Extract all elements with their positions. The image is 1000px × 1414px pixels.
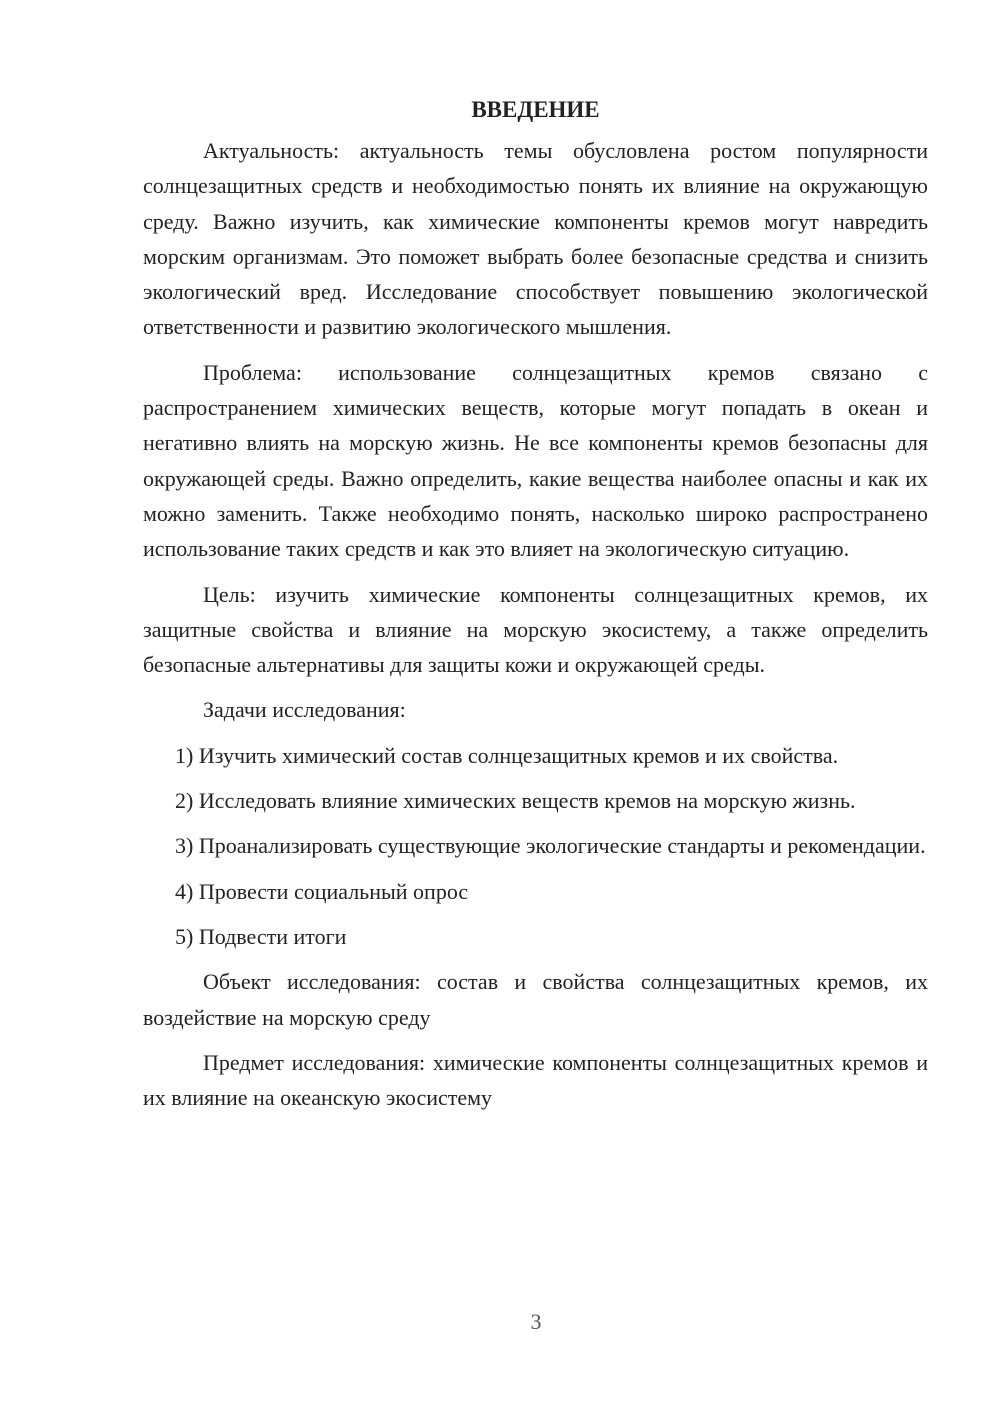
task-item: 5) Подвести итоги bbox=[175, 923, 347, 949]
problem-paragraph: Проблема: использование солнцезащитных кремов связано с распространением химических веществ, которые могут попадать в океан и негативно влиять на морскую жизнь. Не все компоненты кремов безопасны для окружающей среды. Важно определить, какие вещества наиболее опасны и как их можно заменить. Также необходимо понять, насколько широко распространено использование таких средств и как это влияет на экологическую ситуацию. bbox=[143, 359, 928, 562]
relevance-paragraph: Актуальность: актуальность темы обусловлена ростом популярности солнцезащитных средств и необходимостью понять их влияние на окружающую среду. Важно изучить, как химические компоненты кремов могут навредить морским организмам. Это поможет выбрать более безопасные средства и снизить экологический вред. Исследование способствует повышению экологической ответственности и развитию экологического мышления. bbox=[143, 138, 928, 340]
task-item: 2) Исследовать влияние химических веществ кремов на морскую жизнь. bbox=[175, 788, 856, 814]
task-item: 3) Проанализировать существующие экологические стандарты и рекомендации. bbox=[175, 833, 926, 859]
subject-paragraph: Предмет исследования: химические компоненты солнцезащитных кремов и их влияние на океанскую экосистему bbox=[143, 1049, 928, 1111]
page-number: 3 bbox=[530, 1309, 542, 1334]
document-page bbox=[143, 92, 928, 1125]
goal-paragraph: Цель: изучить химические компоненты солнцезащитных кремов, их защитные свойства и влияние на морскую экосистему, а также определить безопасные альтернативы для защиты кожи и окружающей среды. bbox=[143, 581, 928, 678]
object-paragraph: Объект исследования: состав и свойства солнцезащитных кремов, их воздействие на морскую среду bbox=[143, 969, 928, 1030]
task-item: 1) Изучить химический состав солнцезащитных кремов и их свойства. bbox=[175, 742, 839, 768]
page-title: ВВЕДЕНИЕ bbox=[471, 97, 600, 122]
task-item: 4) Провести социальный опрос bbox=[175, 878, 469, 904]
tasks-heading: Задачи исследования: bbox=[203, 697, 406, 723]
